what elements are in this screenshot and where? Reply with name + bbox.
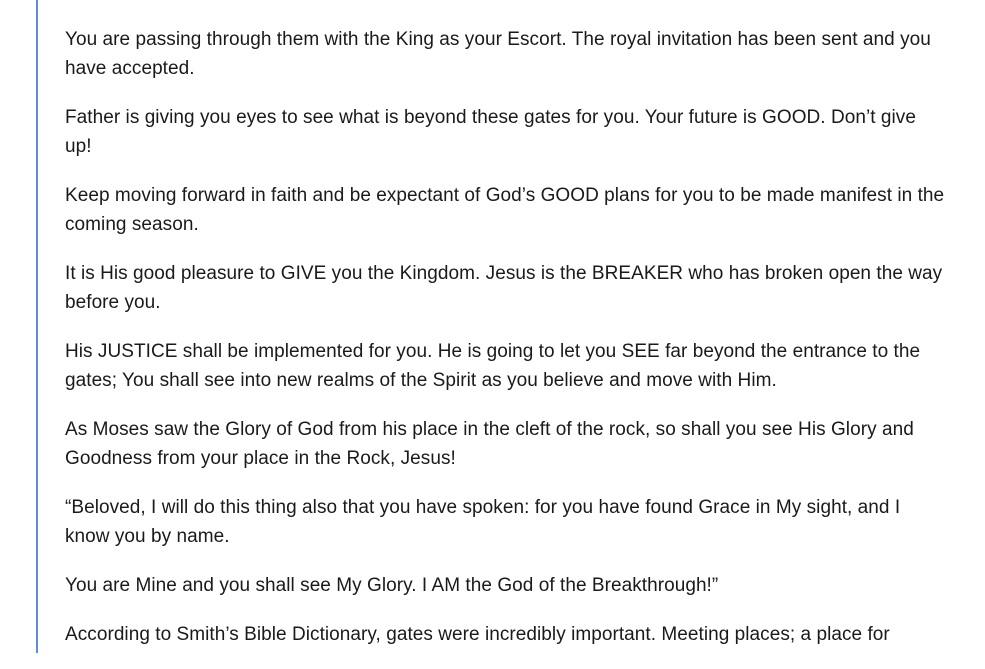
paragraph: It is His good pleasure to GIVE you the Kingdom. Jesus is the BREAKER who has broken open the way before you. xyxy=(65,263,943,313)
paragraph: You are passing through them with the King as your Escort. The royal invitation has been sent and you have accepted. xyxy=(65,29,931,79)
paragraph: “Beloved, I will do this thing also that you have spoken: for you have found Grace in My sight, and I know you by name. xyxy=(65,497,901,547)
paragraph: According to Smith’s Bible Dictionary, gates were incredibly important. Meeting places; a place for xyxy=(65,624,890,645)
paragraph xyxy=(65,0,945,5)
paragraph: You are Mine and you shall see My Glory. I AM the God of the Breakthrough!” xyxy=(65,575,719,596)
paragraph: Father is giving you eyes to see what is beyond these gates for you. Your future is GOOD. Don’t give up! xyxy=(65,107,916,157)
blockquote-content xyxy=(65,0,945,669)
paragraph: As Moses saw the Glory of God from his place in the cleft of the rock, so shall you see His Glory and Goodness from your place in the Rock, Jesus! xyxy=(65,419,914,469)
paragraph: His JUSTICE shall be implemented for you. He is going to let you SEE far beyond the entrance to the gates; You shall see into new realms of the Spirit as you believe and move with Him. xyxy=(65,341,921,391)
paragraph: Keep moving forward in faith and be expectant of God’s GOOD plans for you to be made manifest in the coming season. xyxy=(65,185,945,235)
blockquote-rule xyxy=(36,0,38,653)
